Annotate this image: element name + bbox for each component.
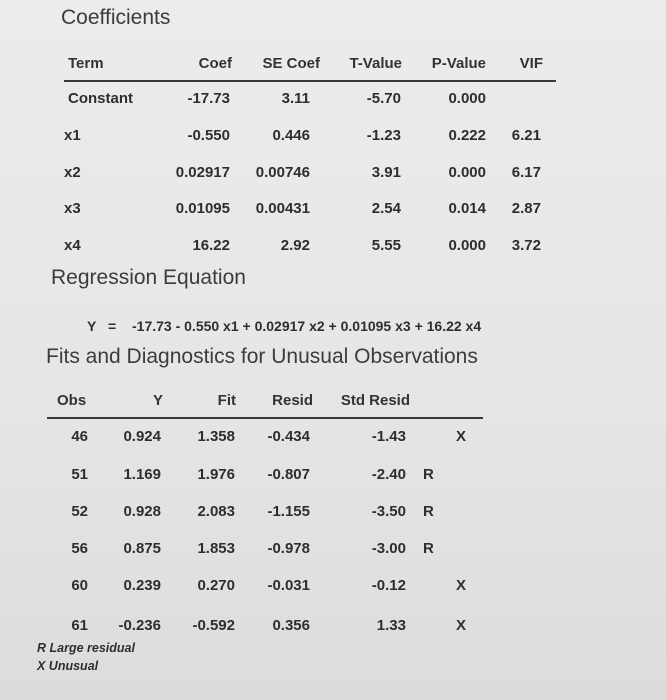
coef-cell: 0.000 [448, 237, 486, 254]
coef-header-2: SE Coef [262, 55, 320, 72]
coef-cell: x1 [64, 127, 81, 144]
diag-header-3: Resid [272, 392, 313, 409]
diag-header-2: Fit [217, 392, 236, 409]
regression-equals: = [108, 318, 117, 334]
coef-cell: x2 [64, 164, 81, 181]
diag-cell: -0.978 [267, 540, 310, 557]
diagnostics-title: Fits and Diagnostics for Unusual Observations [46, 345, 478, 368]
coef-header-5: VIF [519, 55, 543, 72]
diag-cell: 0.875 [123, 540, 161, 557]
coef-cell: 16.22 [192, 237, 230, 254]
diag-cell: -0.12 [371, 577, 406, 594]
diag-cell: R [423, 540, 434, 557]
diag-cell: R [423, 466, 434, 483]
diag-cell: -0.236 [118, 617, 161, 634]
diag-cell: 0.924 [123, 428, 161, 445]
diag-cell: -1.155 [267, 503, 310, 520]
coef-cell: 0.00746 [255, 164, 310, 181]
diag-cell: -0.807 [267, 466, 310, 483]
diag-cell: -2.40 [371, 466, 406, 483]
coef-cell: 2.87 [511, 200, 541, 217]
regression-equation: -17.73 - 0.550 x1 + 0.02917 x2 + 0.01095 x3 + 16.22 x4 [132, 318, 482, 334]
legend-unusual: X Unusual [37, 659, 99, 673]
diag-cell: -3.00 [371, 540, 406, 557]
diag-cell: 52 [71, 503, 88, 520]
coefficients-title: Coefficients [61, 6, 171, 29]
diag-cell: 0.270 [197, 577, 235, 594]
diagnostics-header-rule [47, 417, 483, 419]
coef-cell: Constant [68, 90, 133, 107]
diag-cell: 0.356 [272, 617, 310, 634]
coef-cell: 0.000 [448, 90, 486, 107]
diag-cell: X [456, 428, 467, 445]
coef-cell: 3.91 [371, 164, 401, 181]
coef-cell: -1.23 [366, 127, 401, 144]
diag-cell: 1.853 [197, 540, 235, 557]
diag-cell: 0.928 [123, 503, 161, 520]
coef-header-1: Coef [198, 55, 232, 72]
diag-cell: -0.592 [192, 617, 235, 634]
coef-cell: x4 [64, 237, 81, 254]
coef-header-3: T-Value [349, 55, 402, 72]
diag-cell: 51 [71, 466, 88, 483]
coef-cell: 2.54 [371, 200, 401, 217]
diag-cell: 1.169 [123, 466, 161, 483]
legend-large-residual: R Large residual [37, 641, 135, 655]
diag-cell: X [456, 577, 467, 594]
regression-lhs: Y [87, 318, 97, 334]
coef-cell: 0.02917 [175, 164, 230, 181]
diag-header-4: Std Resid [340, 392, 410, 409]
coef-cell: 0.00431 [255, 200, 310, 217]
coef-header-0: Term [68, 55, 104, 72]
diag-cell: 0.239 [123, 577, 161, 594]
coef-cell: 0.01095 [175, 200, 230, 217]
diag-cell: 61 [71, 617, 88, 634]
diag-cell: -1.43 [371, 428, 406, 445]
diag-cell: 2.083 [197, 503, 235, 520]
coef-cell: 0.014 [448, 200, 486, 217]
diag-header-0: Obs [57, 392, 87, 409]
coef-cell: 3.72 [511, 237, 541, 254]
coef-cell: 5.55 [371, 237, 401, 254]
diag-cell: 56 [71, 540, 88, 557]
diag-cell: 1.33 [376, 617, 406, 634]
coef-cell: 0.222 [448, 127, 486, 144]
diag-cell: R [423, 503, 434, 520]
coef-cell: 0.446 [272, 127, 310, 144]
diag-cell: -0.434 [267, 428, 310, 445]
regression-equation-title: Regression Equation [51, 266, 246, 289]
diag-cell: 60 [71, 577, 88, 594]
coef-cell: 2.92 [280, 237, 310, 254]
diag-cell: -3.50 [371, 503, 406, 520]
coef-cell: -5.70 [366, 90, 401, 107]
diag-cell: 1.358 [197, 428, 235, 445]
diag-cell: -0.031 [267, 577, 310, 594]
diag-cell: X [456, 617, 467, 634]
diag-cell: 1.976 [197, 466, 235, 483]
coef-cell: 0.000 [448, 164, 486, 181]
coef-cell: 6.17 [511, 164, 541, 181]
coef-cell: -0.550 [187, 127, 230, 144]
coef-cell: -17.73 [187, 90, 230, 107]
coef-cell: 6.21 [511, 127, 541, 144]
diag-header-1: Y [152, 392, 163, 409]
coef-header-4: P-Value [431, 55, 486, 72]
coefficients-header-rule [64, 80, 556, 82]
diag-cell: 46 [71, 428, 88, 445]
coef-cell: 3.11 [281, 90, 310, 107]
coef-cell: x3 [64, 200, 81, 217]
